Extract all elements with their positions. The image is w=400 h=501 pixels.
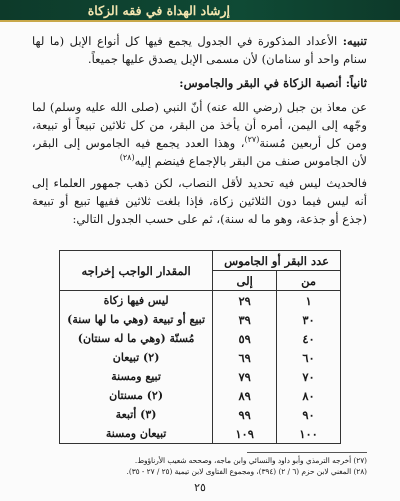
from-header: من [277, 271, 341, 291]
from-cell: ٣٠ [277, 310, 341, 329]
page-number: ٢٥ [194, 481, 206, 494]
running-header-title: إرشاد الهداة في فقه الزكاة [87, 3, 230, 18]
due-cell: تبيعان ومسنة [60, 424, 213, 444]
header-banner [0, 0, 400, 22]
table-row [60, 405, 341, 424]
table-row [60, 424, 341, 444]
footnote-ref-28[interactable]: (٢٨) [119, 153, 135, 163]
to-cell: ٩٩ [213, 405, 277, 424]
footnote-27: (٢٧) أخرجه الترمذي وأبو داود والنسائي وابن ماجه، وصححه شعيب الأرناؤوط. [134, 456, 367, 465]
footnote-divider [247, 452, 367, 453]
footnote-28: (٢٨) المغني لابن حزم (٦ / ٢) (٣٩٤)، ومجموع الفتاوى لابن تيمية (٢٥ / ٢٧ - ٣٥). [126, 467, 367, 476]
from-cell: ٧٠ [277, 367, 341, 386]
hadith-text-cont: ، وهذا العدد يجمع فيه الجاموس إلى البقر، لأن الجاموس صنف من البقر بالإجماع فينضم إليه [32, 136, 367, 168]
table-row [60, 348, 341, 367]
from-cell: ٤٠ [277, 329, 341, 348]
table-row [60, 310, 341, 329]
due-cell: مُسنّة (وهي ما له سنتان) [60, 329, 213, 348]
from-cell: ١ [277, 291, 341, 311]
to-cell: ٣٩ [213, 310, 277, 329]
hadith-paragraph [32, 98, 367, 170]
due-cell: ليس فيها زكاة [60, 291, 213, 311]
due-cell: (٢) مسنتان [60, 386, 213, 405]
from-cell: ١٠٠ [277, 424, 341, 444]
to-cell: ٧٩ [213, 367, 277, 386]
table-row [60, 291, 341, 311]
from-cell: ٨٠ [277, 386, 341, 405]
from-cell: ٩٠ [277, 405, 341, 424]
footnotes [32, 455, 367, 477]
table-row [60, 367, 341, 386]
note-label: تنبيه: [342, 34, 367, 48]
footnote-ref-27[interactable]: (٢٧) [244, 135, 260, 145]
due-cell: (٣) أتبعة [60, 405, 213, 424]
due-header: المقدار الواجب إخراجه [60, 251, 213, 291]
page-body [32, 32, 367, 228]
table-row [60, 386, 341, 405]
hadith-text: عن معاذ بن جبل (رضي الله عنه) أنّ النبي (صلى الله عليه وسلم) لما وجّهه إلى اليمن، أمره أن يأخذ من البقر، من كل ثلاثين تبيعاً أو تبيعة، ومن كل أربعين مُسنة [32, 100, 367, 150]
explanation-paragraph: فالحديث ليس فيه تحديد لأقل النصاب، لكن ذهب جمهور العلماء إلى أنه ليس فيما دون الثلاثين زكاة، فإذا بلغت ثلاثين ففيها تبيع أو تبيعة (جذع أو جذعة، وهو ما له سنة)، ثم على حسب الجدول التالي: [32, 176, 367, 226]
to-cell: ٢٩ [213, 291, 277, 311]
to-cell: ٥٩ [213, 329, 277, 348]
nisab-table-wrap [59, 250, 341, 444]
due-cell: تبيع أو تبيعة (وهي ما لها سنة) [60, 310, 213, 329]
from-cell: ٦٠ [277, 348, 341, 367]
to-header: إلى [213, 271, 277, 291]
to-cell: ٦٩ [213, 348, 277, 367]
table-row [60, 329, 341, 348]
to-cell: ٨٩ [213, 386, 277, 405]
section-heading: ثانياً: أنصبة الزكاة في البقر والجاموس: [179, 76, 367, 90]
nisab-table [59, 250, 341, 444]
note-paragraph [32, 32, 367, 68]
count-group-header: عدد البقر أو الجاموس [213, 251, 341, 271]
due-cell: (٢) تبيعان [60, 348, 213, 367]
note-text: الأعداد المذكورة في الجدول يجمع فيها كل أنواع الإبل (ما لها سنام واحد أو سنامان) لأن مسمى الإبل يصدق عليها جميعاً. [32, 34, 367, 66]
due-cell: تبيع ومسنة [60, 367, 213, 386]
to-cell: ١٠٩ [213, 424, 277, 444]
